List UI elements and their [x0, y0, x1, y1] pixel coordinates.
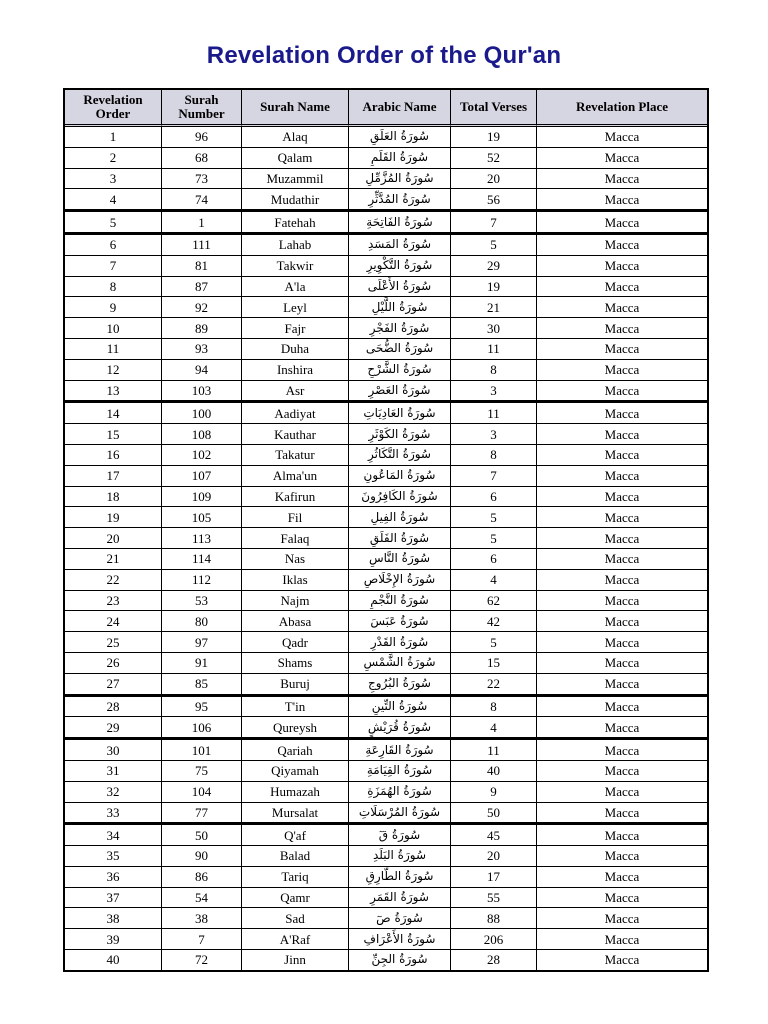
revelation-order-cell: 9 [65, 297, 162, 318]
table-row [65, 803, 707, 824]
surah-name-cell: Leyl [242, 297, 349, 318]
revelation-place-cell: Macca [537, 803, 707, 824]
table-row [65, 360, 707, 381]
table-row [65, 632, 707, 653]
arabic-name-cell: سُورَةُ القَارِعَةِ [349, 738, 451, 761]
surah-number-cell: 91 [162, 653, 242, 674]
revelation-order-cell: 27 [65, 674, 162, 695]
surah-number-cell: 94 [162, 360, 242, 381]
total-verses-cell: 6 [451, 487, 537, 508]
surah-name-cell: Humazah [242, 782, 349, 803]
total-verses-cell: 42 [451, 611, 537, 632]
surah-number-cell: 96 [162, 127, 242, 148]
table-row [65, 611, 707, 632]
revelation-order-cell: 7 [65, 256, 162, 277]
table-row [65, 761, 707, 782]
revelation-place-cell: Macca [537, 339, 707, 360]
table-row [65, 908, 707, 929]
revelation-place-cell: Macca [537, 674, 707, 695]
table-row [65, 127, 707, 148]
revelation-order-cell: 15 [65, 424, 162, 445]
revelation-place-cell: Macca [537, 717, 707, 738]
surah-name-cell: Tariq [242, 867, 349, 888]
table-row [65, 929, 707, 950]
arabic-name-cell: سُورَةُ المُزَّمِّلِ [349, 169, 451, 190]
table-row [65, 233, 707, 256]
header-surah-number: Surah Number [162, 90, 242, 127]
revelation-place-cell: Macca [537, 210, 707, 233]
page-title: Revelation Order of the Qur'an [206, 42, 562, 69]
revelation-order-cell: 32 [65, 782, 162, 803]
total-verses-cell: 11 [451, 339, 537, 360]
surah-name-cell: Q'af [242, 823, 349, 846]
arabic-name-cell: سُورَةُ الأَعْرَافِ [349, 929, 451, 950]
surah-name-cell: Takwir [242, 256, 349, 277]
table-row [65, 189, 707, 210]
revelation-place-cell: Macca [537, 507, 707, 528]
arabic-name-cell: سُورَةُ الطَّارِقِ [349, 867, 451, 888]
revelation-order-cell: 40 [65, 950, 162, 970]
surah-number-cell: 80 [162, 611, 242, 632]
surah-number-cell: 73 [162, 169, 242, 190]
revelation-order-cell: 16 [65, 445, 162, 466]
arabic-name-cell: سُورَةُ الإِخْلَاصِ [349, 570, 451, 591]
surah-number-cell: 107 [162, 466, 242, 487]
table-row [65, 738, 707, 761]
total-verses-cell: 5 [451, 528, 537, 549]
revelation-place-cell: Macca [537, 148, 707, 169]
total-verses-cell: 11 [451, 401, 537, 424]
table-row [65, 717, 707, 738]
revelation-place-cell: Macca [537, 549, 707, 570]
revelation-place-cell: Macca [537, 611, 707, 632]
arabic-name-cell: سُورَةُ العَلَقِ [349, 127, 451, 148]
table-row [65, 339, 707, 360]
revelation-place-cell: Macca [537, 738, 707, 761]
surah-name-cell: Qureysh [242, 717, 349, 738]
revelation-order-cell: 28 [65, 695, 162, 718]
revelation-order-cell: 29 [65, 717, 162, 738]
revelation-order-cell: 18 [65, 487, 162, 508]
total-verses-cell: 29 [451, 256, 537, 277]
surah-number-cell: 102 [162, 445, 242, 466]
arabic-name-cell: سُورَةُ قٓ [349, 823, 451, 846]
arabic-name-cell: سُورَةُ عَبَسَ [349, 611, 451, 632]
revelation-place-cell: Macca [537, 466, 707, 487]
revelation-order-cell: 5 [65, 210, 162, 233]
arabic-name-cell: سُورَةُ الأَعْلَى [349, 277, 451, 298]
surah-name-cell: Muzammil [242, 169, 349, 190]
surah-number-cell: 81 [162, 256, 242, 277]
surah-name-cell: Alma'un [242, 466, 349, 487]
total-verses-cell: 206 [451, 929, 537, 950]
revelation-order-cell: 23 [65, 591, 162, 612]
surah-name-cell: Takatur [242, 445, 349, 466]
table-row [65, 401, 707, 424]
revelation-place-cell: Macca [537, 867, 707, 888]
surah-number-cell: 109 [162, 487, 242, 508]
surah-name-cell: Mursalat [242, 803, 349, 824]
total-verses-cell: 3 [451, 381, 537, 402]
total-verses-cell: 19 [451, 277, 537, 298]
table-row [65, 445, 707, 466]
arabic-name-cell: سُورَةُ التَّكَاثُرِ [349, 445, 451, 466]
surah-number-cell: 93 [162, 339, 242, 360]
revelation-order-cell: 31 [65, 761, 162, 782]
revelation-place-cell: Macca [537, 360, 707, 381]
table-row [65, 297, 707, 318]
arabic-name-cell: سُورَةُ القَلَمِ [349, 148, 451, 169]
total-verses-cell: 30 [451, 318, 537, 339]
surah-number-cell: 87 [162, 277, 242, 298]
surah-name-cell: Duha [242, 339, 349, 360]
surah-number-cell: 101 [162, 738, 242, 761]
revelation-order-cell: 13 [65, 381, 162, 402]
revelation-order-cell: 38 [65, 908, 162, 929]
surah-number-cell: 97 [162, 632, 242, 653]
revelation-place-cell: Macca [537, 782, 707, 803]
surah-name-cell: Fil [242, 507, 349, 528]
total-verses-cell: 7 [451, 210, 537, 233]
surah-number-cell: 89 [162, 318, 242, 339]
revelation-place-cell: Macca [537, 424, 707, 445]
revelation-order-cell: 36 [65, 867, 162, 888]
surah-number-cell: 77 [162, 803, 242, 824]
table-body [65, 127, 707, 970]
surah-name-cell: Qamr [242, 888, 349, 909]
revelation-order-cell: 19 [65, 507, 162, 528]
surah-name-cell: T'in [242, 695, 349, 718]
surah-name-cell: Falaq [242, 528, 349, 549]
revelation-order-cell: 21 [65, 549, 162, 570]
table-row [65, 277, 707, 298]
total-verses-cell: 7 [451, 466, 537, 487]
surah-number-cell: 112 [162, 570, 242, 591]
total-verses-cell: 9 [451, 782, 537, 803]
revelation-order-cell: 11 [65, 339, 162, 360]
surah-number-cell: 113 [162, 528, 242, 549]
total-verses-cell: 45 [451, 823, 537, 846]
surah-number-cell: 86 [162, 867, 242, 888]
revelation-place-cell: Macca [537, 528, 707, 549]
revelation-order-cell: 1 [65, 127, 162, 148]
revelation-place-cell: Macca [537, 401, 707, 424]
arabic-name-cell: سُورَةُ الهُمَزَةِ [349, 782, 451, 803]
revelation-place-cell: Macca [537, 653, 707, 674]
revelation-place-cell: Macca [537, 591, 707, 612]
surah-name-cell: A'Raf [242, 929, 349, 950]
revelation-order-cell: 8 [65, 277, 162, 298]
arabic-name-cell: سُورَةُ المَاعُونِ [349, 466, 451, 487]
surah-name-cell: Lahab [242, 233, 349, 256]
total-verses-cell: 40 [451, 761, 537, 782]
table-row [65, 466, 707, 487]
arabic-name-cell: سُورَةُ القِيَامَةِ [349, 761, 451, 782]
arabic-name-cell: سُورَةُ صٓ [349, 908, 451, 929]
arabic-name-cell: سُورَةُ التِّينِ [349, 695, 451, 718]
arabic-name-cell: سُورَةُ النَّاسِ [349, 549, 451, 570]
revelation-order-table [63, 88, 709, 972]
revelation-order-cell: 37 [65, 888, 162, 909]
revelation-place-cell: Macca [537, 233, 707, 256]
table-row [65, 888, 707, 909]
total-verses-cell: 52 [451, 148, 537, 169]
surah-name-cell: Buruj [242, 674, 349, 695]
table-row [65, 591, 707, 612]
table-row [65, 823, 707, 846]
revelation-place-cell: Macca [604, 952, 640, 968]
arabic-name-cell: سُورَةُ البُرُوجِ [349, 674, 451, 695]
revelation-place-cell: Macca [537, 888, 707, 909]
table-row [65, 570, 707, 591]
surah-name-cell: Iklas [242, 570, 349, 591]
table-row [65, 549, 707, 570]
revelation-order-cell: 14 [65, 401, 162, 424]
total-verses-cell: 5 [451, 507, 537, 528]
table-row [65, 507, 707, 528]
arabic-name-cell: سُورَةُ الضُّحَى [349, 339, 451, 360]
revelation-order-cell: 35 [65, 846, 162, 867]
arabic-name-cell: سُورَةُ البَلَدِ [349, 846, 451, 867]
arabic-name-cell: سُورَةُ العَصْرِ [349, 381, 451, 402]
total-verses-cell: 62 [451, 591, 537, 612]
revelation-order-cell: 20 [65, 528, 162, 549]
revelation-order-cell: 30 [65, 738, 162, 761]
revelation-place-cell: Macca [537, 256, 707, 277]
revelation-place-cell: Macca [537, 445, 707, 466]
total-verses-cell: 4 [451, 717, 537, 738]
revelation-place-cell: Macca [537, 297, 707, 318]
surah-name-cell: Asr [242, 381, 349, 402]
arabic-name-cell: سُورَةُ الشَّرْحِ [349, 360, 451, 381]
total-verses-cell: 17 [451, 867, 537, 888]
revelation-order-cell: 33 [65, 803, 162, 824]
surah-name-cell: Abasa [242, 611, 349, 632]
surah-number-cell: 103 [162, 381, 242, 402]
surah-number-cell: 75 [162, 761, 242, 782]
surah-number-cell: 54 [162, 888, 242, 909]
total-verses-cell: 19 [451, 127, 537, 148]
total-verses-cell: 3 [451, 424, 537, 445]
arabic-name-cell: سُورَةُ القَدْرِ [349, 632, 451, 653]
surah-name-cell: Mudathir [242, 189, 349, 210]
arabic-name-cell: سُورَةُ الفَجْرِ [349, 318, 451, 339]
arabic-name-cell: سُورَةُ المَسَدِ [349, 233, 451, 256]
revelation-place-cell: Macca [537, 846, 707, 867]
revelation-order-cell: 34 [65, 823, 162, 846]
surah-number-cell: 90 [162, 846, 242, 867]
total-verses-cell: 8 [451, 695, 537, 718]
surah-name-cell: Balad [242, 846, 349, 867]
surah-number-cell: 114 [162, 549, 242, 570]
surah-number-cell: 104 [162, 782, 242, 803]
total-verses-cell: 8 [451, 445, 537, 466]
revelation-place-cell: Macca [537, 908, 707, 929]
table-row [65, 318, 707, 339]
surah-name-cell: Qadr [242, 632, 349, 653]
arabic-name-cell: سُورَةُ قُرَيْشٍ [349, 717, 451, 738]
table-row [65, 867, 707, 888]
header-total-verses: Total Verses [451, 90, 537, 127]
arabic-name-cell: سُورَةُ الشَّمْسِ [349, 653, 451, 674]
revelation-order-cell: 2 [65, 148, 162, 169]
revelation-place-cell: Macca [537, 487, 707, 508]
total-verses-cell: 55 [451, 888, 537, 909]
arabic-name-cell: سُورَةُ المُدَّثِّرِ [349, 189, 451, 210]
surah-name-cell: Alaq [242, 127, 349, 148]
total-verses-cell: 22 [451, 674, 537, 695]
total-verses-cell: 6 [451, 549, 537, 570]
total-verses-cell: 88 [451, 908, 537, 929]
arabic-name-cell: سُورَةُ النَّجْمِ [349, 591, 451, 612]
total-verses-cell: 5 [451, 233, 537, 256]
revelation-order-cell: 4 [65, 189, 162, 210]
surah-name-cell: Sad [242, 908, 349, 929]
revelation-order-cell: 26 [65, 653, 162, 674]
total-verses-cell: 8 [451, 360, 537, 381]
revelation-place-cell: Macca [537, 318, 707, 339]
revelation-order-cell: 6 [65, 233, 162, 256]
arabic-name-cell: سُورَةُ الفَلَقِ [349, 528, 451, 549]
surah-number-cell: 111 [162, 233, 242, 256]
revelation-place-cell: Macca [537, 929, 707, 950]
surah-name-cell: Qariah [242, 738, 349, 761]
arabic-name-cell: سُورَةُ الجِنِّ [349, 950, 451, 970]
revelation-place-cell: Macca [537, 823, 707, 846]
total-verses-cell: 20 [451, 846, 537, 867]
revelation-order-cell: 3 [65, 169, 162, 190]
total-verses-cell: 50 [451, 803, 537, 824]
surah-number-cell: 7 [162, 929, 242, 950]
table-row [65, 210, 707, 233]
surah-name-cell: Fatehah [242, 210, 349, 233]
surah-name-cell: Fajr [242, 318, 349, 339]
surah-number-cell: 106 [162, 717, 242, 738]
surah-number-cell: 108 [162, 424, 242, 445]
revelation-place-cell: Macca [537, 632, 707, 653]
total-verses-cell: 21 [451, 297, 537, 318]
revelation-place-cell: Macca [537, 761, 707, 782]
surah-name-cell: Kauthar [242, 424, 349, 445]
table-row [65, 950, 707, 970]
total-verses-cell: 4 [451, 570, 537, 591]
total-verses-cell: 11 [451, 738, 537, 761]
surah-number-cell: 92 [162, 297, 242, 318]
table-row [65, 169, 707, 190]
total-verses-cell: 5 [451, 632, 537, 653]
revelation-order-cell: 39 [65, 929, 162, 950]
surah-number-cell: 53 [162, 591, 242, 612]
arabic-name-cell: سُورَةُ العَادِيَاتِ [349, 401, 451, 424]
total-verses-cell: 20 [451, 169, 537, 190]
revelation-order-cell: 12 [65, 360, 162, 381]
revelation-place-cell: Macca [537, 189, 707, 210]
table-row [65, 424, 707, 445]
surah-name-cell: Nas [242, 549, 349, 570]
surah-name-cell: Qalam [242, 148, 349, 169]
header-arabic-name: Arabic Name [349, 90, 451, 127]
total-verses-cell: 56 [451, 189, 537, 210]
surah-number-cell: 74 [162, 189, 242, 210]
table-header-row [65, 90, 707, 127]
table-row [65, 782, 707, 803]
arabic-name-cell: سُورَةُ التَّكْوِيرِ [349, 256, 451, 277]
arabic-name-cell: سُورَةُ القَمَرِ [349, 888, 451, 909]
surah-name-cell: A'la [242, 277, 349, 298]
header-surah-name: Surah Name [242, 90, 349, 127]
revelation-order-cell: 25 [65, 632, 162, 653]
surah-name-cell: Qiyamah [242, 761, 349, 782]
revelation-order-cell: 10 [65, 318, 162, 339]
surah-number-cell: 85 [162, 674, 242, 695]
revelation-place-cell: Macca [537, 695, 707, 718]
surah-number-cell: 100 [162, 401, 242, 424]
arabic-name-cell: سُورَةُ الكَافِرُونَ [349, 487, 451, 508]
surah-name-cell: Kafirun [242, 487, 349, 508]
revelation-order-cell: 24 [65, 611, 162, 632]
surah-name-cell: Jinn [242, 950, 349, 970]
total-verses-cell: 15 [451, 653, 537, 674]
table-row [65, 695, 707, 718]
surah-number-cell: 38 [162, 908, 242, 929]
table-row [65, 528, 707, 549]
table-row [65, 381, 707, 402]
surah-number-cell: 1 [162, 210, 242, 233]
surah-name-cell: Aadiyat [242, 401, 349, 424]
revelation-order-cell: 22 [65, 570, 162, 591]
arabic-name-cell: سُورَةُ الكَوْثَرِ [349, 424, 451, 445]
surah-name-cell: Inshira [242, 360, 349, 381]
revelation-place-cell: Macca [537, 277, 707, 298]
surah-name-cell: Shams [242, 653, 349, 674]
surah-number-cell: 95 [162, 695, 242, 718]
surah-number-cell: 72 [162, 950, 242, 970]
arabic-name-cell: سُورَةُ اللَّيْلِ [349, 297, 451, 318]
surah-number-cell: 50 [162, 823, 242, 846]
table-row [65, 487, 707, 508]
table-row [65, 674, 707, 695]
table-row [65, 256, 707, 277]
revelation-order-cell: 17 [65, 466, 162, 487]
header-revelation-order: Revelation Order [65, 90, 162, 127]
total-verses-cell: 28 [451, 950, 537, 970]
arabic-name-cell: سُورَةُ الفَاتِحَةِ [349, 210, 451, 233]
table-row [65, 148, 707, 169]
revelation-place-cell: Macca [537, 169, 707, 190]
arabic-name-cell: سُورَةُ المُرْسَلَاتِ [349, 803, 451, 824]
revelation-place-cell: Macca [537, 570, 707, 591]
surah-number-cell: 105 [162, 507, 242, 528]
revelation-place-cell: Macca [537, 381, 707, 402]
revelation-place-cell: Macca [537, 127, 707, 148]
table-row [65, 846, 707, 867]
arabic-name-cell: سُورَةُ الفِيلِ [349, 507, 451, 528]
header-revelation-place: Revelation Place [537, 90, 707, 127]
surah-number-cell: 68 [162, 148, 242, 169]
surah-name-cell: Najm [242, 591, 349, 612]
table-row [65, 653, 707, 674]
